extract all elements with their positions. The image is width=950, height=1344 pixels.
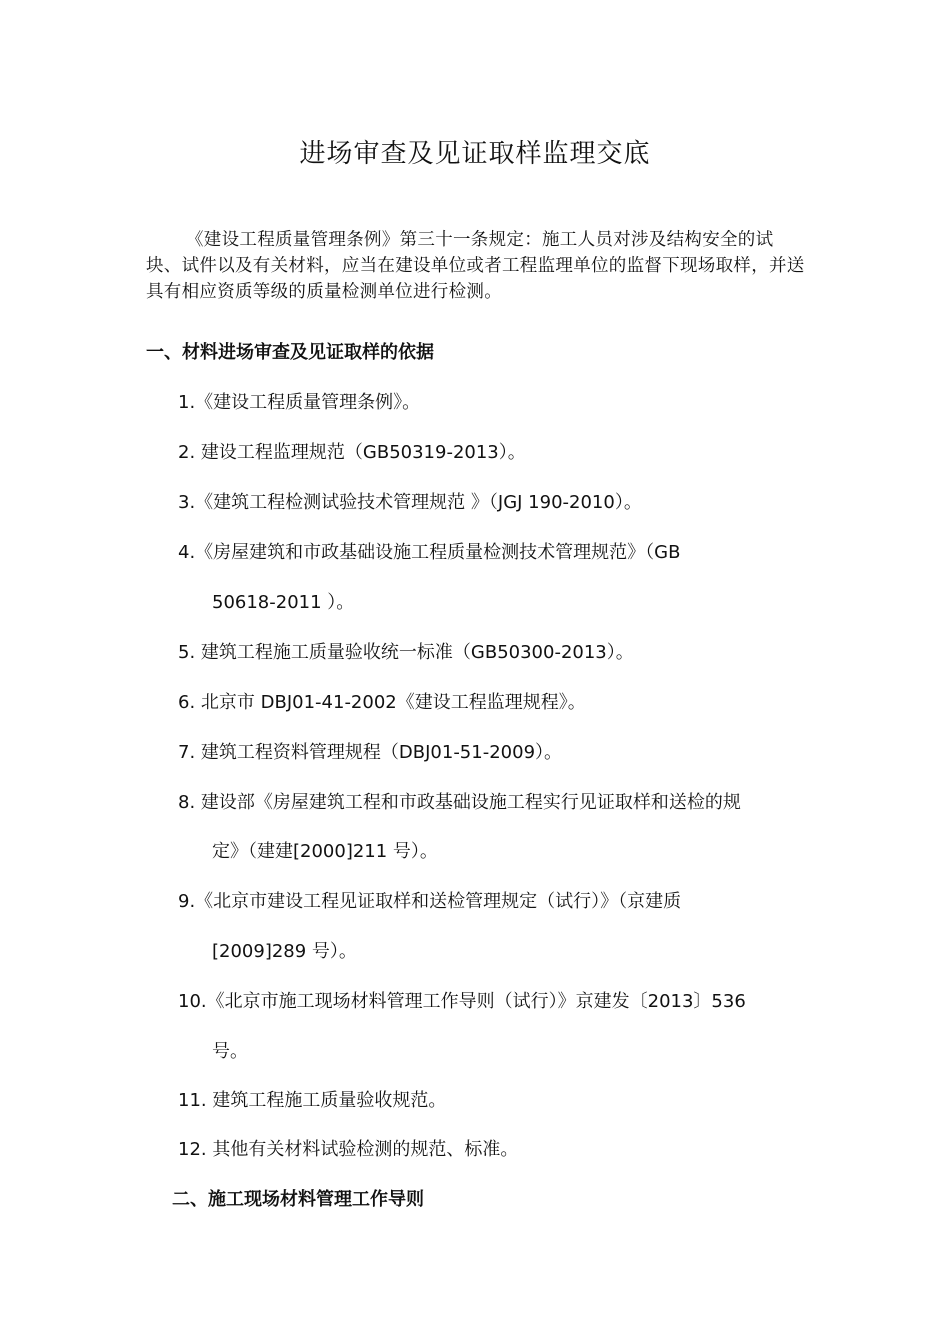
list-item: 1.《建设工程质量管理条例》。 [178,392,421,413]
list-item: 11. 建筑工程施工质量验收规范。 [178,1090,447,1111]
list-item: 3.《建筑工程检测试验技术管理规范 》（JGJ 190-2010）。 [178,492,642,513]
list-item: 8. 建设部《房屋建筑工程和市政基础设施工程实行见证取样和送检的规 [178,792,741,813]
list-item-continuation: [2009]289 号）。 [212,941,357,962]
list-item: 2. 建设工程监理规范（GB50319-2013）。 [178,442,526,463]
document-title: 进场审查及见证取样监理交底 [299,139,651,169]
list-item: 12. 其他有关材料试验检测的规范、标准。 [178,1139,519,1160]
list-item: 9.《北京市建设工程见证取样和送检管理规定（试行）》（京建质 [178,891,682,912]
list-item: 5. 建筑工程施工质量验收统一标准（GB50300-2013）。 [178,642,634,663]
list-item: 4.《房屋建筑和市政基础设施工程质量检测技术管理规范》（GB [178,542,681,563]
list-item-continuation: 50618-2011 ）。 [212,592,355,613]
list-item: 10.《北京市施工现场材料管理工作导则（试行）》京建发〔2013〕536 [178,991,746,1012]
section-heading-basis: 一、材料进场审查及见证取样的依据 [146,342,434,363]
list-item-continuation: 号。 [212,1041,248,1062]
list-item-continuation: 定》（建建[2000]211 号）。 [212,841,438,862]
list-item: 7. 建筑工程资料管理规程（DBJ01-51-2009）。 [178,742,563,763]
intro-paragraph: 《建设工程质量管理条例》第三十一条规定：施工人员对涉及结构安全的试块、试件以及有关材料，应当在建设单位或者工程监理单位的监督下现场取样，并送具有相应资质等级的质量检测单位进行检测。 [146,230,805,302]
section-heading-guidelines: 二、施工现场材料管理工作导则 [172,1189,424,1210]
list-item: 6. 北京市 DBJ01-41-2002《建设工程监理规程》。 [178,692,586,713]
